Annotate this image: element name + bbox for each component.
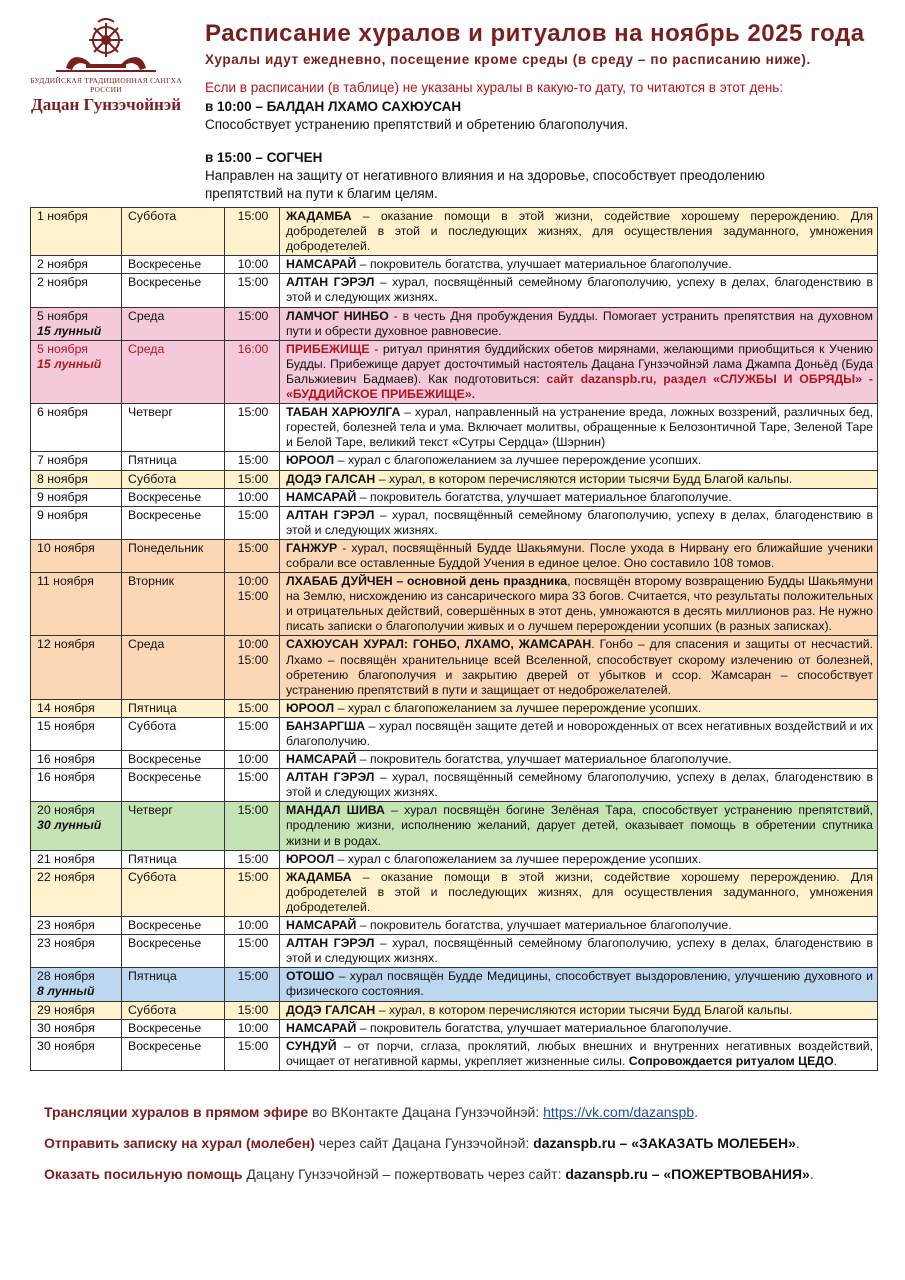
khural-name: ЖАДАМБА: [286, 209, 352, 223]
time-cell: [225, 488, 280, 506]
khural-desc: – покровитель богатства, улучшает материальное благополучие.: [356, 489, 732, 504]
time-cell: [225, 636, 280, 699]
time: 10:00: [237, 918, 269, 933]
date: 20 ноября: [37, 803, 95, 818]
time: 16:00: [237, 341, 269, 356]
table-row: [31, 307, 878, 340]
khural-note: Сопровождается ритуалом ЦЕДО: [628, 1053, 834, 1068]
weekday: Воскресенье: [128, 770, 202, 785]
date-cell: [31, 868, 122, 916]
weekday-cell: [122, 935, 225, 968]
khural-desc: – хурал посвящён защите детей и новорожденных от всех негативных воздействий и их благополучию.: [286, 718, 873, 748]
description-cell: [280, 769, 878, 802]
date-cell: [31, 968, 122, 1001]
table-row: [31, 868, 878, 916]
date: 23 ноября: [37, 936, 95, 951]
khural-name: СУНДУЙ: [286, 1038, 337, 1053]
khural-desc: , посвящён второму возвращению Будды Шакьямуни на Землю, нисхождению из сансарического мира 33 богов. Считается, что результаты положительных и отрицательных действий, совершённых в этот день, умножаются в десять миллионов раз. Не нужно писать записки о благополучии живых и о лучшем перерождении усопших (в разных записках).: [286, 574, 873, 634]
khural-note-end: .: [833, 1053, 838, 1068]
time: 15:00: [237, 869, 269, 884]
time: 15:00: [237, 471, 269, 486]
khural-name: АЛТАН ГЭРЭЛ: [286, 936, 375, 951]
footer-note: [44, 1135, 800, 1151]
weekday: Воскресенье: [128, 257, 202, 272]
weekday-cell: [122, 340, 225, 403]
khural-desc: – хурал посвящён Будде Медицины, способствует выздоровлению, улучшению духовного и физического состояния.: [286, 969, 873, 999]
description-cell: [280, 1037, 878, 1070]
date: 2 ноября: [37, 257, 88, 272]
table-row: [31, 274, 878, 307]
time: 10:00: [237, 752, 269, 767]
time-cell: [225, 802, 280, 850]
time-cell: [225, 573, 280, 636]
khural-desc: – хурал посвящён богине Зелёная Тара, способствует устранению препятствий, продлению жизни, исполнению желаний, дарует детей, оказывает помощь в обретении спутника жизни и в родах.: [286, 803, 873, 848]
khural-name: АЛТАН ГЭРЭЛ: [286, 275, 375, 290]
time-cell: [225, 850, 280, 868]
weekday: Среда: [128, 308, 165, 323]
description-cell: [280, 751, 878, 769]
date-cell: [31, 539, 122, 572]
weekday: Воскресенье: [128, 936, 202, 951]
footer-broadcast-text: во ВКонтакте Дацана Гунзэчойнэй:: [308, 1104, 544, 1120]
time-cell: [225, 340, 280, 403]
table-row: [31, 636, 878, 699]
default-second: [205, 149, 845, 203]
khural-name: ЮРООЛ: [286, 453, 335, 468]
date: 5 ноября: [37, 308, 88, 323]
weekday: Суббота: [128, 869, 177, 884]
weekday: Среда: [128, 637, 165, 652]
date-cell: [31, 636, 122, 699]
date-cell: [31, 340, 122, 403]
footer-donate-text: Дацану Гунзэчойнэй – пожертвовать через сайт:: [242, 1166, 566, 1182]
order-link[interactable]: dazanspb.ru – «ЗАКАЗАТЬ МОЛЕБЕН»: [533, 1135, 796, 1151]
weekday: Суббота: [128, 209, 177, 223]
table-row: [31, 452, 878, 470]
table-row: [31, 256, 878, 274]
lunar-day: 15 лунный: [37, 323, 102, 338]
table-row: [31, 404, 878, 452]
khural-name: ДОДЭ ГАЛСАН: [286, 471, 376, 486]
table-row: [31, 208, 878, 256]
description-cell: [280, 917, 878, 935]
date: 9 ноября: [37, 489, 88, 504]
khural-desc: – оказание помощи в этой жизни, содействие хорошему перерождению. Для добродетелей в этой и последующих жизнях, для осуществления задуманного, умножения добродетелей.: [286, 209, 873, 254]
weekday: Вторник: [128, 574, 175, 589]
time-cell: [225, 539, 280, 572]
khural-desc: – хурал, в котором перечисляются истории тысячи Будд Благой кальпы.: [375, 1002, 793, 1017]
description-cell: [280, 868, 878, 916]
footer-note-label: Отправить записку на хурал (молебен): [44, 1135, 315, 1151]
khural-desc: - ритуал принятия буддийских обетов мирянами, желающими приобщиться к Учению Будды. Прибежище дарует досточтимый настоятель Дацана Гунзэчойнэй лама Джампа Доньёд (Буда Бальжиевич Бадмаев). Как подготовиться:: [286, 341, 873, 386]
date-cell: [31, 699, 122, 717]
weekday: Воскресенье: [128, 1020, 202, 1035]
date-cell: [31, 274, 122, 307]
table-row: [31, 1019, 878, 1037]
khural-name: ЛАМЧОГ НИНБО: [286, 308, 389, 323]
date: 28 ноября: [37, 969, 95, 984]
khural-desc: – оказание помощи в этой жизни, содействие хорошему перерождению. Для добродетелей в этой и последующих жизнях, для осуществления задуманного, умножения добродетелей.: [286, 869, 873, 914]
date: 14 ноября: [37, 700, 95, 715]
weekday: Воскресенье: [128, 489, 202, 504]
time: 15:00: [237, 851, 269, 866]
table-row: [31, 573, 878, 636]
time-cell: [225, 470, 280, 488]
time-cell: [225, 935, 280, 968]
weekday: Воскресенье: [128, 752, 202, 767]
khural-name: ЮРООЛ: [286, 851, 335, 866]
weekday-cell: [122, 506, 225, 539]
date: 8 ноября: [37, 471, 88, 486]
date: 5 ноября: [37, 341, 88, 356]
default-first-time: в 10:00 – БАЛДАН ЛХАМО САХЮУСАН: [205, 99, 462, 114]
description-cell: [280, 307, 878, 340]
lunar-day: 8 лунный: [37, 984, 95, 999]
khural-name: ОТОШО: [286, 969, 335, 984]
description-cell: [280, 802, 878, 850]
description-cell: [280, 850, 878, 868]
date: 11 ноября: [37, 574, 94, 589]
footer-donate: [44, 1166, 814, 1182]
time: 15:00: [237, 308, 269, 323]
date: 15 ноября: [37, 718, 95, 733]
description-cell: [280, 452, 878, 470]
footer-broadcast-end: .: [694, 1104, 698, 1120]
date: 6 ноября: [37, 405, 88, 420]
weekday: Четверг: [128, 405, 173, 420]
logo-org: БУДДИЙСКАЯ ТРАДИЦИОННАЯ САНГХА РОССИИ: [30, 76, 182, 94]
khural-name: НАМСАРАЙ: [286, 752, 357, 767]
weekday-cell: [122, 699, 225, 717]
time: 15:00: [237, 209, 269, 223]
footer-note-text: через сайт Дацана Гунзэчойнэй:: [314, 1135, 534, 1151]
khural-desc: – покровитель богатства, улучшает материальное благополучие.: [356, 1020, 732, 1035]
time: 10:00 15:00: [237, 574, 269, 604]
weekday: Суббота: [128, 718, 177, 733]
weekday-cell: [122, 470, 225, 488]
time-cell: [225, 717, 280, 750]
time: 15:00: [237, 540, 269, 555]
weekday-cell: [122, 850, 225, 868]
description-cell: [280, 274, 878, 307]
table-row: [31, 488, 878, 506]
time: 15:00: [237, 1038, 269, 1053]
khural-desc: – хурал, посвящённый семейному благополучию, успеху в делах, благоденствию в этой и следующих жизнях.: [286, 770, 874, 800]
description-cell: [280, 404, 878, 452]
table-row: [31, 1001, 878, 1019]
table-row: [31, 539, 878, 572]
weekday-cell: [122, 1037, 225, 1070]
dharma-wheel-icon: [46, 18, 166, 74]
khural-desc: – хурал, в котором перечисляются истории тысячи Будд Благой кальпы.: [375, 471, 793, 486]
footer-donate-label: Оказать посильную помощь: [44, 1166, 243, 1182]
date-cell: [31, 256, 122, 274]
weekday-cell: [122, 404, 225, 452]
time-cell: [225, 274, 280, 307]
weekday-cell: [122, 256, 225, 274]
time-cell: [225, 917, 280, 935]
date-cell: [31, 404, 122, 452]
description-cell: [280, 539, 878, 572]
time: 15:00: [237, 700, 269, 715]
time-cell: [225, 968, 280, 1001]
date: 23 ноября: [37, 918, 95, 933]
description-cell: [280, 717, 878, 750]
time: 15:00: [237, 969, 269, 984]
weekday-cell: [122, 802, 225, 850]
weekday-cell: [122, 307, 225, 340]
date: 16 ноября: [37, 770, 95, 785]
default-note: Если в расписании (в таблице) не указаны хуралы в какую-то дату, то читаются в этот день:: [205, 80, 784, 95]
khural-name: МАНДАЛ ШИВА: [286, 803, 385, 818]
khural-desc: – от порчи, сглаза, проклятий, любых внешних и внутренних негативных воздействий, очищает от негативной кармы, укрепляет жизненные силы.: [286, 1038, 873, 1068]
khural-name: АЛТАН ГЭРЭЛ: [286, 770, 375, 785]
time-cell: [225, 751, 280, 769]
vk-link[interactable]: https://vk.com/dazanspb: [543, 1104, 695, 1120]
date-cell: [31, 470, 122, 488]
description-cell: [280, 636, 878, 699]
logo-name: Дацан Гунзэчойнэй: [31, 95, 181, 114]
time: 15:00: [237, 507, 269, 522]
default-first: [205, 98, 845, 134]
time: 10:00: [237, 489, 269, 504]
time-cell: [225, 256, 280, 274]
default-second-time: в 15:00 – СОГЧЕН: [205, 150, 323, 165]
weekday: Воскресенье: [128, 918, 202, 933]
khural-name: ПРИБЕЖИЩЕ: [286, 341, 370, 356]
weekday: Пятница: [128, 969, 177, 984]
weekday: Четверг: [128, 803, 173, 818]
khural-note: сайт dazanspb.ru, раздел «СЛУЖБЫ И ОБРЯДЫ» - «БУДДИЙСКОЕ ПРИБЕЖИЩЕ».: [286, 371, 873, 402]
table-row: [31, 751, 878, 769]
footer-broadcast-label: Трансляции хуралов в прямом эфире: [44, 1104, 309, 1120]
description-cell: [280, 506, 878, 539]
schedule-table: [30, 207, 878, 1071]
weekday-cell: [122, 751, 225, 769]
weekday-cell: [122, 636, 225, 699]
khural-name: ЮРООЛ: [286, 700, 335, 715]
table-row: [31, 802, 878, 850]
default-second-desc: Направлен на защиту от негативного влияния и на здоровье, способствует преодолению препятствий на пути к благим целям.: [205, 168, 765, 201]
description-cell: [280, 573, 878, 636]
footer-broadcast: [44, 1104, 698, 1120]
date-cell: [31, 1019, 122, 1037]
time-cell: [225, 404, 280, 452]
table-row: [31, 340, 878, 403]
weekday-cell: [122, 539, 225, 572]
khural-desc: . Гонбо – для спасения и защиты от несчастий. Лхамо – посвящён хранительнице всей Вселенной, способствует скорому излечению от болезней, обретению благополучия и закрытию дверей от убытков и ссор. Жамсаран – способствует устранению препятствий в пути и защищает от недоброжелателей.: [286, 637, 873, 697]
date-cell: [31, 452, 122, 470]
table-row: [31, 968, 878, 1001]
date-cell: [31, 917, 122, 935]
table-row: [31, 1037, 878, 1070]
weekday: Среда: [128, 341, 165, 356]
date-cell: [31, 506, 122, 539]
table-row: [31, 850, 878, 868]
description-cell: [280, 256, 878, 274]
weekday-cell: [122, 968, 225, 1001]
khural-name: ДОДЭ ГАЛСАН: [286, 1002, 376, 1017]
khural-desc: – хурал с благопожеланием за лучшее перерождение усопших.: [334, 700, 702, 715]
time: 10:00: [237, 257, 269, 272]
weekday: Воскресенье: [128, 275, 202, 290]
date: 10 ноября: [37, 540, 95, 555]
date: 16 ноября: [37, 752, 95, 767]
date-cell: [31, 751, 122, 769]
date-cell: [31, 769, 122, 802]
khural-desc: – хурал, посвящённый семейному благополучию, успеху в делах, благоденствию в этой и следующих жизнях.: [286, 275, 874, 305]
time: 15:00: [237, 803, 269, 818]
date: 29 ноября: [37, 1002, 95, 1017]
date: 7 ноября: [37, 453, 88, 468]
time: 10:00: [237, 1020, 269, 1035]
date: 22 ноября: [37, 869, 95, 884]
date: 12 ноября: [37, 637, 95, 652]
khural-desc: - в честь Дня пробуждения Будды. Помогает устранить препятствия на духовном пути и обрести духовное равновесие.: [286, 308, 873, 338]
logo: [22, 18, 190, 115]
date-cell: [31, 1037, 122, 1070]
weekday-cell: [122, 868, 225, 916]
time: 15:00: [237, 936, 269, 951]
weekday-cell: [122, 452, 225, 470]
weekday-cell: [122, 573, 225, 636]
date: 1 ноября: [37, 209, 88, 223]
khural-desc: – покровитель богатства, улучшает материальное благополучие.: [356, 918, 732, 933]
time: 15:00: [237, 275, 269, 290]
description-cell: [280, 1001, 878, 1019]
time-cell: [225, 307, 280, 340]
khural-name: САХЮУСАН ХУРАЛ: ГОНБО, ЛХАМО, ЖАМСАРАН: [286, 637, 592, 652]
date-cell: [31, 488, 122, 506]
khural-name: ЛХАБАБ ДУЙЧЕН – основной день праздника: [286, 574, 568, 589]
weekday: Пятница: [128, 453, 177, 468]
khural-desc: – хурал с благопожеланием за лучшее перерождение усопших.: [334, 453, 702, 468]
khural-name: АЛТАН ГЭРЭЛ: [286, 507, 375, 522]
description-cell: [280, 699, 878, 717]
description-cell: [280, 935, 878, 968]
khural-name: НАМСАРАЙ: [286, 918, 357, 933]
khural-desc: – покровитель богатства, улучшает материальное благополучие.: [356, 257, 732, 272]
weekday: Пятница: [128, 851, 177, 866]
time-cell: [225, 699, 280, 717]
weekday-cell: [122, 208, 225, 256]
weekday-cell: [122, 274, 225, 307]
weekday-cell: [122, 488, 225, 506]
khural-desc: – покровитель богатства, улучшает материальное благополучие.: [356, 752, 732, 767]
khural-name: ГАНЖУР: [286, 540, 338, 555]
khural-name: НАМСАРАЙ: [286, 489, 357, 504]
time: 15:00: [237, 453, 269, 468]
page-title: Расписание хуралов и ритуалов на ноябрь 2025 года: [205, 20, 865, 47]
date-cell: [31, 573, 122, 636]
table-row: [31, 506, 878, 539]
khural-desc: - хурал, посвящённый Будде Шакьямуни. После ухода в Нирвану его ближайшие ученики собрали все оставленные Буддой Учения в единое целое. Оно составило 108 томов.: [286, 540, 873, 570]
date-cell: [31, 935, 122, 968]
date-cell: [31, 850, 122, 868]
time-cell: [225, 1037, 280, 1070]
description-cell: [280, 208, 878, 256]
weekday-cell: [122, 717, 225, 750]
weekday: Суббота: [128, 1002, 177, 1017]
weekday-cell: [122, 1019, 225, 1037]
default-first-desc: Способствует устранению препятствий и обретению благополучия.: [205, 117, 629, 132]
khural-name: ТАБАН ХАРЮУЛГА: [286, 405, 401, 420]
khural-desc: – хурал с благопожеланием за лучшее перерождение усопших.: [334, 851, 702, 866]
khural-name: НАМСАРАЙ: [286, 257, 357, 272]
khural-name: ЖАДАМБА: [286, 869, 352, 884]
table-row: [31, 917, 878, 935]
weekday: Понедельник: [128, 540, 204, 555]
description-cell: [280, 968, 878, 1001]
time-cell: [225, 769, 280, 802]
time-cell: [225, 868, 280, 916]
time-cell: [225, 1019, 280, 1037]
table-row: [31, 935, 878, 968]
date: 9 ноября: [37, 507, 88, 522]
description-cell: [280, 1019, 878, 1037]
weekday: Пятница: [128, 700, 177, 715]
khural-desc: – хурал, посвящённый семейному благополучию, успеху в делах, благоденствию в этой и следующих жизнях.: [286, 936, 874, 966]
table-row: [31, 470, 878, 488]
khural-desc: – хурал, направленный на устранение вреда, ложных воззрений, различных бед, горестей, болезней тела и ума. Включает молитвы, обращенные к Белозонтичной Таре, Зеленой Таре и Белой Таре, великий текст «Сутры Сердца» (Шэрнин): [286, 405, 873, 450]
weekday-cell: [122, 1001, 225, 1019]
date: 2 ноября: [37, 275, 88, 290]
time: 15:00: [237, 718, 269, 733]
weekday: Воскресенье: [128, 507, 202, 522]
date-cell: [31, 802, 122, 850]
lunar-day: 30 лунный: [37, 818, 102, 833]
time: 15:00: [237, 1002, 269, 1017]
date: 30 ноября: [37, 1020, 95, 1035]
page-subtitle: Хуралы идут ежедневно, посещение кроме среды (в среду – по расписанию ниже).: [205, 52, 811, 67]
lunar-day: 15 лунный: [37, 356, 102, 371]
table-row: [31, 769, 878, 802]
description-cell: [280, 488, 878, 506]
date-cell: [31, 307, 122, 340]
khural-name: НАМСАРАЙ: [286, 1020, 357, 1035]
weekday-cell: [122, 917, 225, 935]
time-cell: [225, 208, 280, 256]
table-row: [31, 699, 878, 717]
weekday: Суббота: [128, 471, 177, 486]
time-cell: [225, 506, 280, 539]
weekday: Воскресенье: [128, 1038, 202, 1053]
date: 21 ноября: [37, 851, 95, 866]
weekday-cell: [122, 769, 225, 802]
date-cell: [31, 1001, 122, 1019]
khural-name: БАНЗАРГША: [286, 718, 366, 733]
description-cell: [280, 340, 878, 403]
khural-desc: – хурал, посвящённый семейному благополучию, успеху в делах, благоденствию в этой и следующих жизнях.: [286, 507, 874, 537]
footer-note-end: .: [795, 1135, 800, 1151]
date: 30 ноября: [37, 1038, 95, 1053]
date-cell: [31, 717, 122, 750]
time: 10:00 15:00: [237, 637, 269, 667]
description-cell: [280, 470, 878, 488]
donate-link[interactable]: dazanspb.ru – «ПОЖЕРТВОВАНИЯ»: [565, 1166, 810, 1182]
time: 15:00: [237, 770, 269, 785]
time-cell: [225, 1001, 280, 1019]
footer-donate-end: .: [809, 1166, 814, 1182]
date-cell: [31, 208, 122, 256]
time: 15:00: [237, 405, 269, 420]
time-cell: [225, 452, 280, 470]
table-row: [31, 717, 878, 750]
